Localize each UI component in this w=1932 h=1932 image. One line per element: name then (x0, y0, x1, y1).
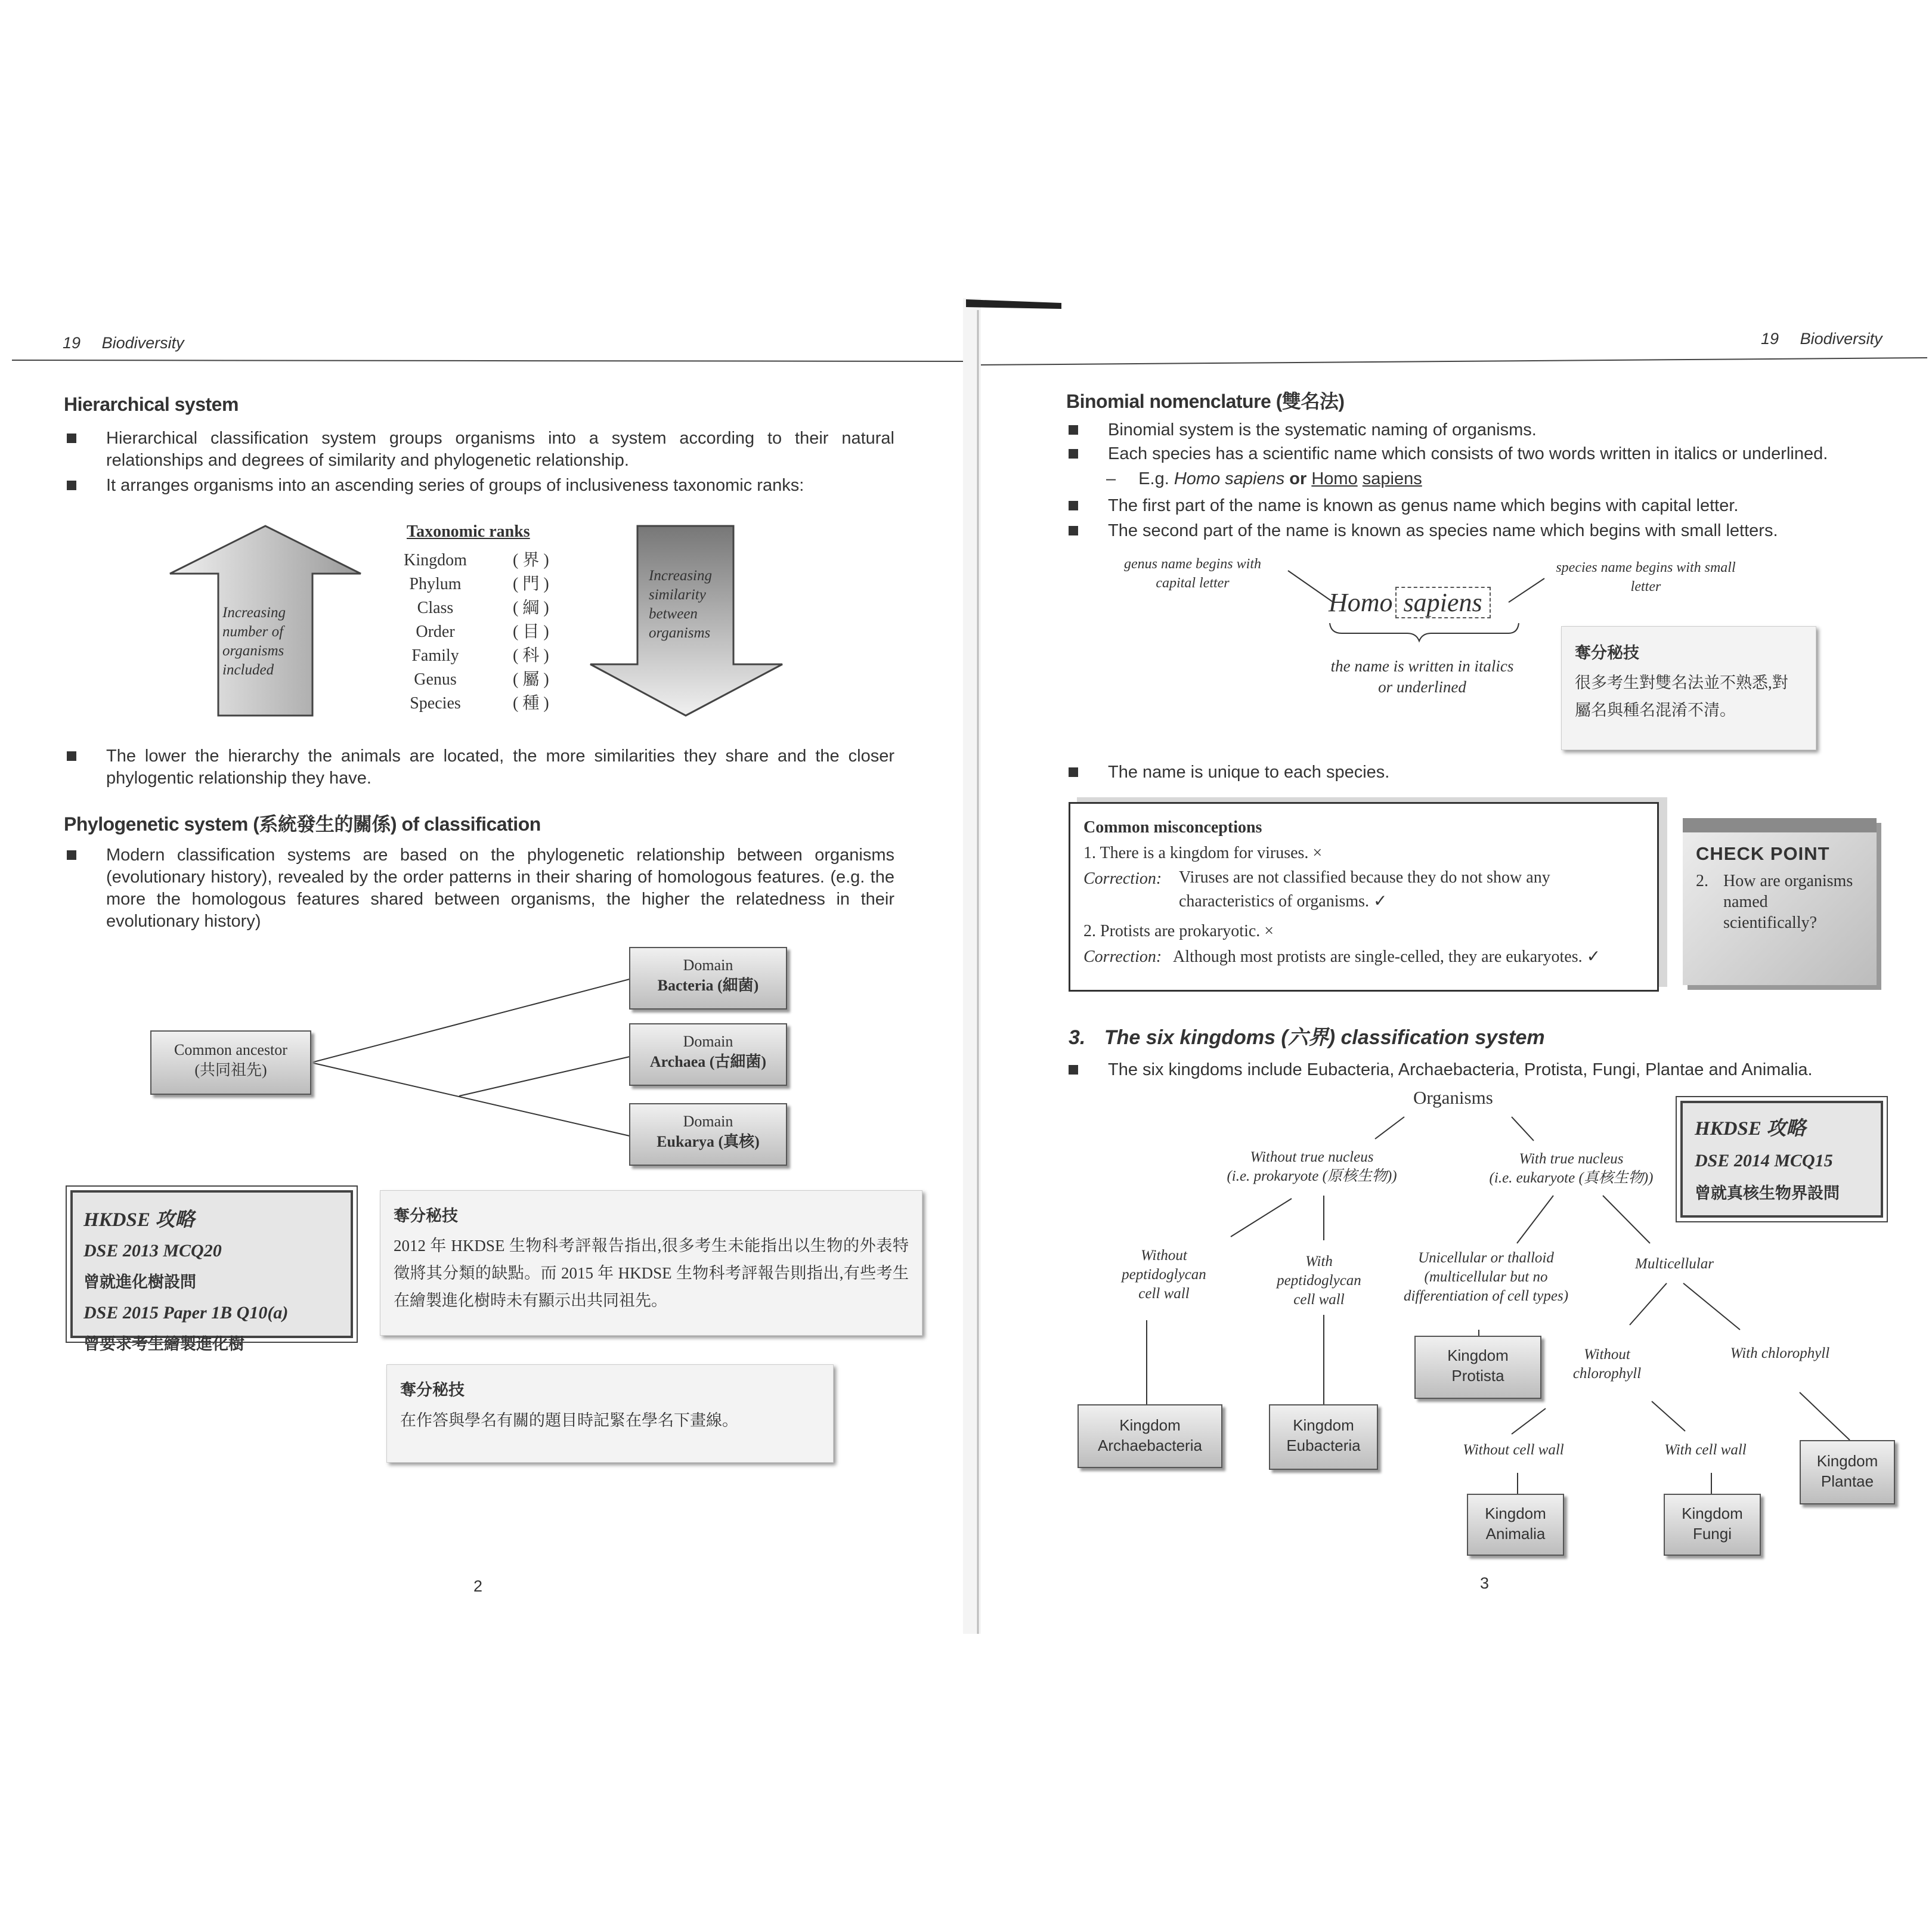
tick-mark: ✓ (1373, 892, 1388, 911)
domain-archaea-box: Domain Archaea (古細菌) (629, 1023, 787, 1086)
common-ancestor-box: Common ancestor (共同祖先) (150, 1030, 311, 1095)
bullet-square (1069, 501, 1078, 510)
rank-row: Kingdom ( 界 ) (404, 551, 549, 569)
down-arrow-label: Increasing similarity between organisms (649, 568, 712, 641)
species-note: species name begins with small letter (1556, 560, 1736, 595)
tree-unicellular: Unicellular or thalloid (multicellular but no differentiation of cell types) (1403, 1250, 1569, 1304)
misconceptions-box: Common misconceptions 1. There is a kingdom for viruses. × Correction: Viruses are not classified because they do not show any characteristics of organisms. ✓ 2. Protists are prokaryotic. × Correction: Although most protists are single-celled, they are eukaryotes. ✓ (1069, 802, 1659, 992)
bullet-square (67, 751, 76, 761)
rank-row: Species ( 種 ) (410, 694, 549, 713)
right-hkdse-box: HKDSE 攻略 DSE 2014 MCQ15 曾就真核生物界設問 (1680, 1101, 1883, 1218)
bullet-square (1069, 1065, 1078, 1075)
up-arrow-label: Increasing number of organisms included (222, 605, 286, 678)
tree-with-cell-wall: With cell wall (1664, 1442, 1747, 1458)
left-page-number: 2 (473, 1577, 483, 1595)
taxonomic-ranks-list (388, 549, 566, 716)
tree-no-nucleus: Without true nucleus (i.e. prokaryote (原核生物)) (1227, 1149, 1397, 1184)
tree-multicellular: Multicellular (1635, 1256, 1714, 1272)
tree-with-peptidoglycan: With peptidoglycan cell wall (1277, 1253, 1361, 1308)
right-page-number: 3 (1480, 1574, 1490, 1592)
bullet-square (1069, 526, 1078, 535)
rank-row: Family ( 科 ) (411, 646, 549, 665)
tree-root-organisms: Organisms (1413, 1087, 1493, 1108)
hierarchical-heading: Hierarchical system (64, 394, 239, 415)
kingdom-animalia-box: Kingdom Animalia (1467, 1494, 1564, 1556)
kingdom-fungi-box: Kingdom Fungi (1664, 1494, 1761, 1556)
genus-word: Homo (1329, 588, 1393, 617)
genus-note: genus name begins with capital letter (1124, 556, 1261, 591)
phylogenetic-heading: Phylogenetic system (系統發生的關係) of classification (64, 813, 541, 835)
domain-bacteria-box: Domain Bacteria (細菌) (629, 947, 787, 1010)
homo-sapiens-diagram (1329, 587, 1491, 618)
checkpoint-box: CHECK POINT 2. How are organisms named scientifically? (1683, 818, 1877, 985)
tree-nucleus: With true nucleus (i.e. eukaryote (真核生物)) (1489, 1151, 1654, 1186)
left-header (63, 334, 184, 352)
tip-note-3: 奪分秘技 很多考生對雙名法並不熟悉,對屬名與種名混淆不清。 (1561, 626, 1816, 750)
tip-note-1: 奪分秘技 2012 年 HKDSE 生物科考評報告指出,很多考生未能指出以生物的外表特徵將其分類的缺點。而 2015 年 HKDSE 生物科考評報告則指出,有些考生在繪製進化樹時未有顯示出共同祖先。 (380, 1190, 922, 1336)
tick-mark: ✓ (1586, 948, 1601, 966)
right-chapter-number: 19 (1761, 330, 1779, 348)
tree-with-chlorophyll: With chlorophyll (1730, 1345, 1830, 1361)
written-note: the name is written in italics or underlined (1330, 657, 1514, 696)
tree-without-chlorophyll: Without chlorophyll (1572, 1346, 1642, 1382)
bullet-square (1069, 449, 1078, 459)
bullet-square (1069, 425, 1078, 435)
tree-without-cell-wall: Without cell wall (1463, 1442, 1564, 1458)
rank-row: Genus ( 屬 ) (414, 670, 549, 689)
cross-mark: × (1264, 922, 1274, 940)
taxonomic-ranks-title: Taxonomic ranks (407, 522, 530, 541)
kingdom-eubacteria-box: Kingdom Eubacteria (1269, 1404, 1378, 1470)
right-chapter-title: Biodiversity (1800, 330, 1883, 348)
kingdom-protista-box: Kingdom Protista (1414, 1336, 1541, 1399)
bullet-square (67, 850, 76, 860)
bullet-square (67, 434, 76, 443)
six-kingdoms-heading: 3. The six kingdoms (六界) classification system (1069, 1026, 1545, 1049)
binomial-heading: Binomial nomenclature (雙名法) (1066, 391, 1345, 412)
rank-row: Phylum ( 門 ) (409, 575, 549, 593)
bullet-square (1069, 767, 1078, 777)
domain-eukarya-box: Domain Eukarya (真核) (629, 1103, 787, 1166)
kingdom-archaebacteria-box: Kingdom Archaebacteria (1078, 1404, 1222, 1468)
rank-row: Class ( 綱 ) (417, 599, 549, 617)
tree-without-peptidoglycan: Without peptidoglycan cell wall (1122, 1247, 1206, 1302)
rank-row: Order ( 目 ) (416, 623, 549, 641)
bullet-square (67, 481, 76, 490)
kingdom-plantae-box: Kingdom Plantae (1800, 1440, 1895, 1504)
binomial-example: – E.g. Homo sapiens or Homo sapiens (1106, 469, 1422, 488)
cross-mark: × (1312, 844, 1323, 862)
tip-note-2: 奪分秘技 在作答與學名有關的題目時記緊在學名下畫線。 (386, 1364, 834, 1463)
left-hkdse-box: HKDSE 攻略 DSE 2013 MCQ20 曾就進化樹設問 DSE 2015 Paper 1B Q10(a) 曾要求考生繪製進化樹 (70, 1190, 353, 1338)
left-chapter-number: 19 (63, 334, 81, 352)
species-word: sapiens (1395, 587, 1491, 618)
right-header (1761, 330, 1883, 348)
left-chapter-title: Biodiversity (101, 334, 184, 352)
